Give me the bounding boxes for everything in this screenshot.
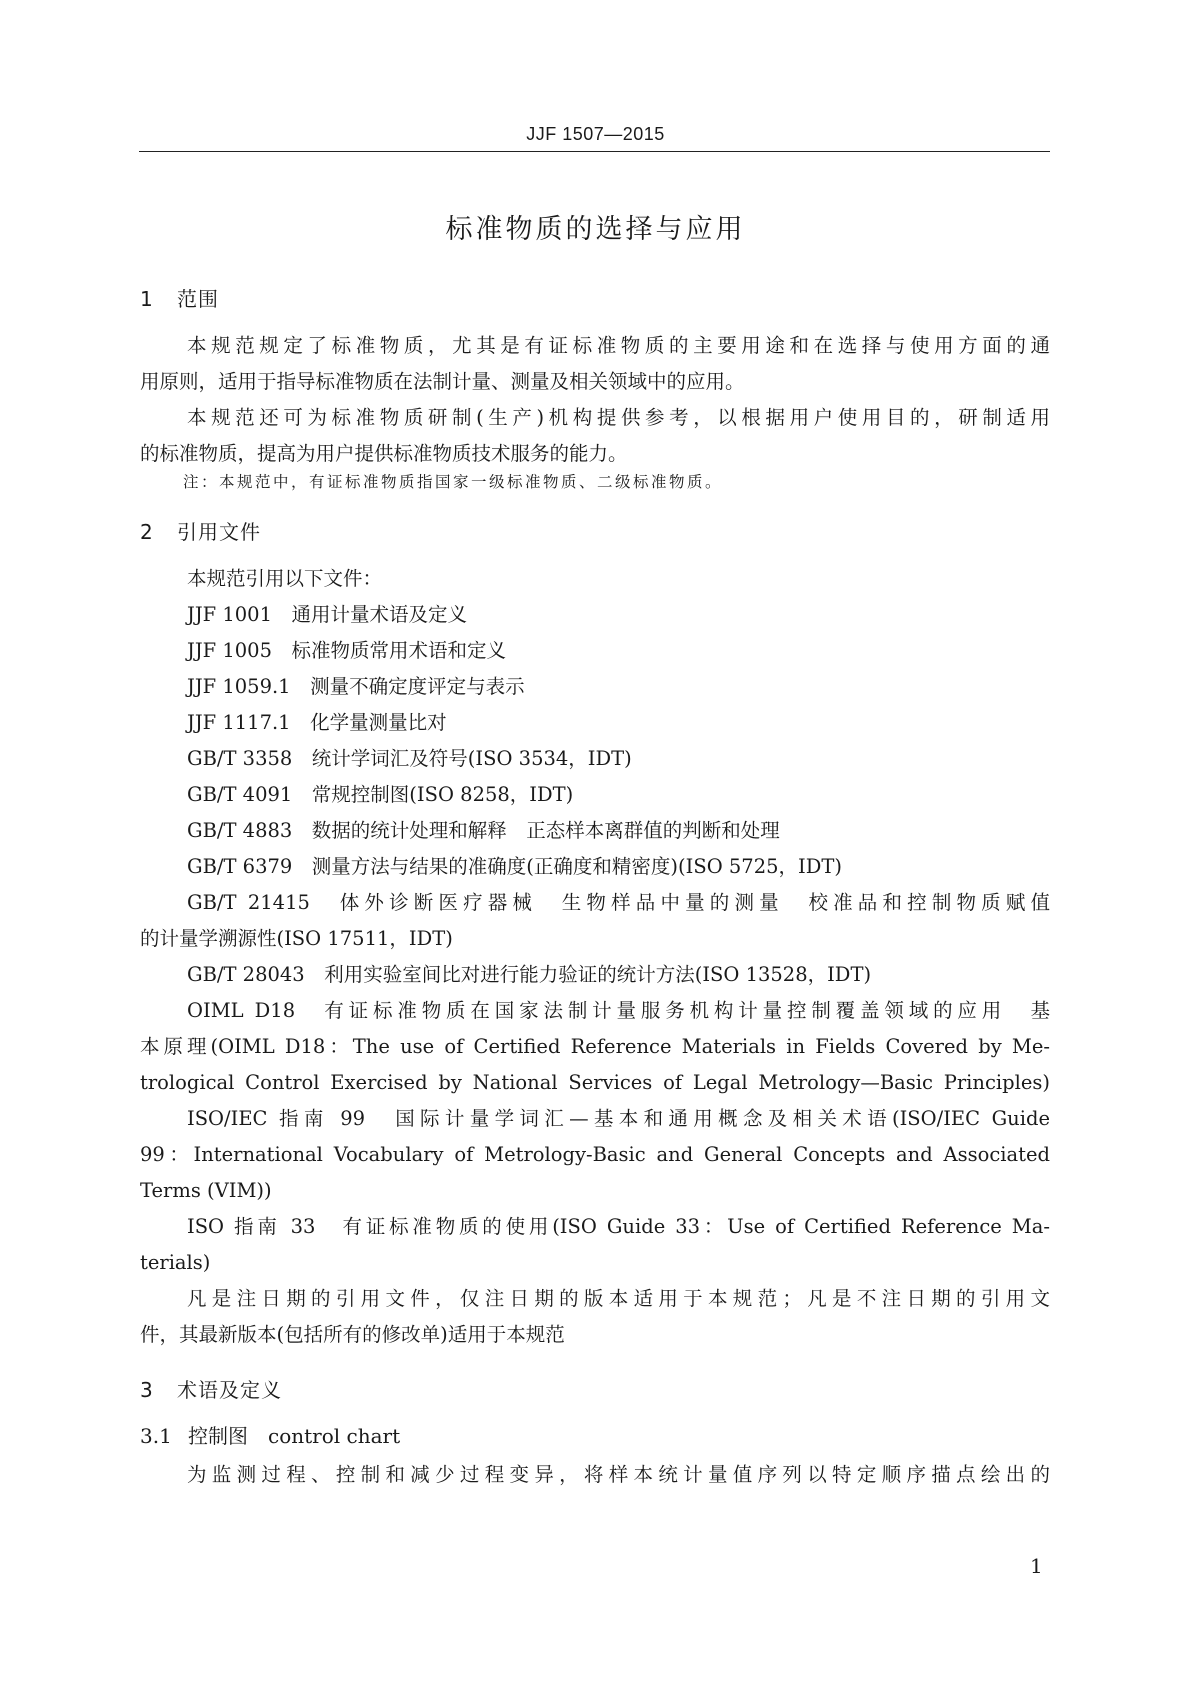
s2-closing-line1: 凡是注日期的引用文件，仅注日期的版本适用于本规范；凡是不注日期的引用文 (187, 1287, 1050, 1310)
s1-note: 注：本规范中，有证标准物质指国家一级标准物质、二级标准物质。 (183, 473, 724, 491)
section-1-number: 1 (140, 287, 154, 311)
reference-item: GB/T 4091 常规控制图(ISO 8258，IDT) (187, 783, 574, 806)
reference-item-guide99-line2: 99：International Vocabulary of Metrology-Basic and General Concepts and Associated (140, 1143, 1050, 1166)
page-number: 1 (1030, 1554, 1043, 1578)
s1-para1-line1: 本规范规定了标准物质，尤其是有证标准物质的主要用途和在选择与使用方面的通 (187, 334, 1050, 357)
reference-item: JJF 1117.1 化学量测量比对 (187, 711, 447, 734)
reference-item: GB/T 4883 数据的统计处理和解释 正态样本离群值的判断和处理 (187, 819, 780, 842)
reference-item: JJF 1005 标准物质常用术语和定义 (187, 639, 506, 662)
reference-item-oiml-line2: 本原理(OIML D18：The use of Certified Reference Materials in Fields Covered by Me- (140, 1035, 1050, 1058)
s1-para1-line2: 用原则，适用于指导标准物质在法制计量、测量及相关领域中的应用。 (140, 370, 745, 393)
subsection-3-1-number: 3.1 (140, 1424, 172, 1448)
reference-item: GB/T 3358 统计学词汇及符号(ISO 3534，IDT) (187, 747, 632, 770)
section-3-title: 术语及定义 (177, 1378, 282, 1402)
reference-item-gbt21415-line1: GB/T 21415 体外诊断医疗器械 生物样品中量的测量 校准品和控制物质赋值 (187, 891, 1050, 914)
standard-code-header: JJF 1507—2015 (526, 124, 665, 144)
reference-item: GB/T 6379 测量方法与结果的准确度(正确度和精密度)(ISO 5725，IDT) (187, 855, 842, 878)
section-1-title: 范围 (177, 287, 219, 311)
reference-item: JJF 1059.1 测量不确定度评定与表示 (187, 675, 525, 698)
s2-intro: 本规范引用以下文件： (187, 567, 383, 590)
subsection-3-1 (140, 1420, 400, 1449)
section-2-number: 2 (140, 520, 154, 544)
s1-para2-line2: 的标准物质，提高为用户提供标准物质技术服务的能力。 (140, 442, 628, 465)
section-2-title: 引用文件 (177, 520, 261, 544)
reference-item-gbt28043: GB/T 28043 利用实验室间比对进行能力验证的统计方法(ISO 13528，IDT) (187, 963, 872, 986)
section-2-heading (140, 516, 261, 545)
s2-closing-line2: 件，其最新版本(包括所有的修改单)适用于本规范 (140, 1323, 565, 1346)
reference-item-gbt21415-line2: 的计量学溯源性(ISO 17511，IDT) (140, 927, 453, 950)
section-3-heading (140, 1374, 282, 1403)
subsection-3-1-title: 控制图 control chart (188, 1424, 401, 1448)
reference-item-oiml-line3: trological Control Exercised by National Services of Legal Metrology—Basic Principles) (140, 1071, 1050, 1094)
document-title: 标准物质的选择与应用 (445, 214, 746, 245)
section-3-number: 3 (140, 1378, 154, 1402)
s1-para2-line1: 本规范还可为标准物质研制(生产)机构提供参考，以根据用户使用目的，研制适用 (187, 406, 1050, 429)
reference-item-guide99-line1: ISO/IEC 指南 99 国际计量学词汇—基本和通用概念及相关术语(ISO/IEC Guide (187, 1107, 1050, 1130)
reference-item-guide33-line2: terials) (140, 1251, 211, 1274)
s3-1-definition-line1: 为监测过程、控制和减少过程变异，将样本统计量值序列以特定顺序描点绘出的 (187, 1463, 1050, 1486)
header-rule (139, 151, 1050, 152)
section-1-heading (140, 283, 219, 312)
reference-item-oiml-line1: OIML D18 有证标准物质在国家法制计量服务机构计量控制覆盖领域的应用 基 (187, 999, 1050, 1022)
reference-item: JJF 1001 通用计量术语及定义 (187, 603, 467, 626)
reference-item-guide33-line1: ISO 指南 33 有证标准物质的使用(ISO Guide 33：Use of Certified Reference Ma- (187, 1215, 1050, 1238)
reference-item-guide99-line3: Terms (VIM)) (140, 1179, 272, 1202)
